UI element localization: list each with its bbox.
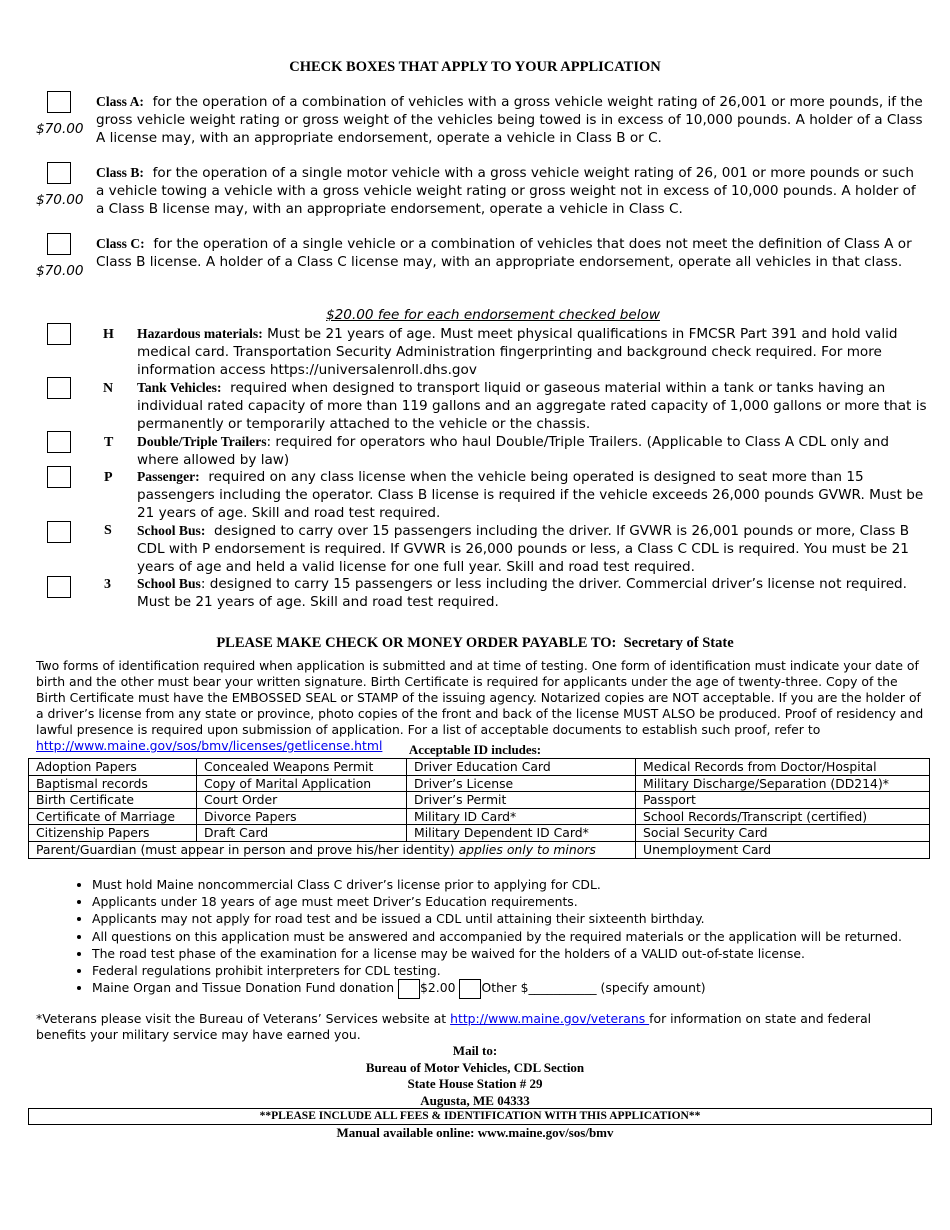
endorsement-p-letter: P (104, 470, 113, 485)
identification-paragraph (36, 658, 924, 754)
class-b-checkbox[interactable] (47, 162, 71, 184)
table-cell: Driver’s Permit (407, 792, 636, 809)
fees-notice: **PLEASE INCLUDE ALL FEES & IDENTIFICATION WITH THIS APPLICATION** (28, 1108, 932, 1125)
table-row (29, 841, 930, 858)
endorsement-n-text (137, 379, 927, 433)
page-title: CHECK BOXES THAT APPLY TO YOUR APPLICATION (289, 59, 661, 75)
table-cell: Driver Education Card (407, 759, 636, 776)
endorsement-t-checkbox[interactable] (47, 431, 71, 453)
endorsement-3-name: School Bus (137, 576, 201, 591)
mail-line-3: Augusta, ME 04333 (420, 1092, 530, 1108)
endorsement-p-text (137, 468, 927, 522)
parent-guardian-text: Parent/Guardian (must appear in person and prove his/her identity) (36, 841, 455, 857)
veterans-paragraph (36, 1011, 924, 1043)
table-cell: Concealed Weapons Permit (197, 759, 407, 776)
endorsement-h-text (137, 325, 927, 379)
table-cell: Citizenship Papers (29, 825, 197, 842)
table-cell: Passport (636, 792, 930, 809)
table-cell: Driver’s License (407, 775, 636, 792)
table-cell: Baptismal records (29, 775, 197, 792)
endorsement-s-desc: designed to carry over 15 passengers including the driver. If GVWR is 26,001 pounds or more, Class B CDL with P endorsement is required. If GVWR is 26,000 pounds or less, a Class C CDL is required. You must be 21 years of age and held a valid license for one full year. Skill and road test required. (137, 523, 910, 575)
endorsement-n-letter: N (103, 381, 114, 396)
table-cell: Unemployment Card (636, 841, 930, 858)
table-cell: Copy of Marital Application (197, 775, 407, 792)
endorsement-t-text (137, 433, 927, 469)
minors-note: applies only to minors (458, 841, 596, 857)
class-a-label: Class A: (96, 94, 144, 109)
class-a-description (96, 93, 926, 147)
payment-label: PLEASE MAKE CHECK OR MONEY ORDER PAYABLE TO: (216, 635, 617, 651)
table-cell: Divorce Papers (197, 808, 407, 825)
class-b-label: Class B: (96, 165, 144, 180)
donation-2-checkbox[interactable] (398, 979, 420, 999)
endorsement-p-name: Passenger: (137, 469, 200, 484)
class-a-price: $70.00 (36, 121, 84, 137)
list-item: • Federal regulations prohibit interpreters for CDL testing. (92, 962, 902, 979)
endorsement-n-checkbox[interactable] (47, 377, 71, 399)
donation-other-label: Other $___________ (specify amount) (481, 980, 706, 996)
endorsement-3-letter: 3 (104, 577, 111, 592)
endorsement-fee-note: $20.00 fee for each endorsement checked below (326, 307, 660, 323)
table-cell: Court Order (197, 792, 407, 809)
table-cell: Certificate of Marriage (29, 808, 197, 825)
manual-note: Manual available online: www.maine.gov/sos/bmv (336, 1125, 614, 1140)
veterans-text-after: for information on state and federal benefits your military service may have earned you. (36, 1011, 872, 1042)
identification-text: Two forms of identification required when application is submitted and at time of testing. One form of identification must indicate your date of birth and the other must bear your written signature. Birth Certificate is required for applicants under the age of twenty-three. Copy of the Birth Certificate must have the EMBOSSED SEAL or STAMP of the issuing agency. Notarized copies are NOT acceptable. If you are the holder of a driver’s license from any state or province, photo copies of the front and back of the license MUST ALSO be produced. Proof of residency and lawful presence is required upon submission of application. For a list of acceptable documents to establish such proof, refer to (36, 658, 924, 737)
requirements-list (62, 876, 902, 996)
table-row (29, 775, 930, 792)
table-cell: Military ID Card* (407, 808, 636, 825)
class-c-label: Class C: (96, 236, 145, 251)
class-c-checkbox[interactable] (47, 233, 71, 255)
endorsement-s-text (137, 522, 927, 576)
endorsement-t-letter: T (104, 435, 114, 450)
getlicense-link[interactable]: http://www.maine.gov/sos/bmv/licenses/getlicense.html (36, 738, 383, 753)
class-c-text: for the operation of a single vehicle or a combination of vehicles that does not meet the definition of Class A or Class B license. A holder of a Class C license may, with an appropriate endorsement, operate all vehicles in that class. (96, 236, 912, 270)
table-cell-parent-guardian (29, 841, 636, 858)
endorsement-n-name: Tank Vehicles: (137, 380, 222, 395)
veterans-text: *Veterans please visit the Bureau of Veterans’ Services website at (36, 1011, 451, 1026)
table-row (29, 808, 930, 825)
table-row (29, 792, 930, 809)
endorsement-h-desc: Must be 21 years of age. Must meet physical qualifications in FMCSR Part 391 and hold valid medical card. Transportation Security Administration fingerprinting and background check required. For more information access https://universalenroll.dhs.gov (137, 326, 898, 378)
table-cell: Military Discharge/Separation (DD214)* (636, 775, 930, 792)
acceptable-id-table (28, 758, 930, 859)
table-row (29, 825, 930, 842)
list-item: • Applicants may not apply for road test and be issued a CDL until attaining their sixteenth birthday. (92, 910, 902, 927)
endorsement-p-checkbox[interactable] (47, 466, 71, 488)
mail-line-1: Bureau of Motor Vehicles, CDL Section (365, 1059, 585, 1075)
table-row (29, 759, 930, 776)
id-table-title: Acceptable ID includes: (408, 742, 542, 757)
class-b-price: $70.00 (36, 192, 84, 208)
donation-label: Maine Organ and Tissue Donation Fund donation (92, 980, 395, 996)
endorsement-t-name: Double/Triple Trailers (137, 434, 267, 449)
mail-line-2: State House Station # 29 (407, 1076, 543, 1091)
veterans-link[interactable]: http://www.maine.gov/veterans (450, 1011, 650, 1026)
mail-to-block (0, 1043, 950, 1109)
endorsement-s-letter: S (104, 523, 112, 538)
class-c-description (96, 235, 926, 271)
class-b-description (96, 164, 926, 218)
payment-instruction (0, 635, 950, 652)
class-a-text: for the operation of a combination of vehicles with a gross vehicle weight rating of 26,001 or more pounds, if the gross vehicle weight rating or gross weight of the vehicles being towed is in excess of 10,000 pounds. A holder of a Class A license may, with an appropriate endorsement, operate a vehicle in Class B or C. (96, 94, 923, 146)
donation-other-checkbox[interactable] (459, 979, 481, 999)
donation-amount: $2.00 (420, 980, 456, 996)
list-item: • The road test phase of the examination for a license may be waived for the holders of a VALID out-of-state license. (92, 945, 902, 962)
list-item: • Applicants under 18 years of age must meet Driver’s Education requirements. (92, 893, 902, 910)
table-cell: Adoption Papers (29, 759, 197, 776)
endorsement-h-letter: H (103, 327, 114, 342)
table-cell: Social Security Card (636, 825, 930, 842)
endorsement-p-desc: required on any class license when the vehicle being operated is designed to seat more than 15 passengers including the operator. Class B license is required if the vehicle exceeds 26,000 pounds GVWR. Must be 21 years of age. Skill and road test required. (137, 469, 924, 521)
endorsement-s-name: School Bus: (137, 523, 206, 538)
table-cell: School Records/Transcript (certified) (636, 808, 930, 825)
class-a-checkbox[interactable] (47, 91, 71, 113)
payment-payee: Secretary of State (623, 635, 734, 651)
table-cell: Military Dependent ID Card* (407, 825, 636, 842)
class-b-text: for the operation of a single motor vehicle with a gross vehicle weight rating of 26, 001 or more pounds or such a vehicle towing a vehicle with a gross vehicle weight rating or gross weight not in excess of 10,000 pounds. A holder of a Class B license may, with an appropriate endorsement, operate a vehicle in Class C. (96, 165, 916, 217)
table-cell: Birth Certificate (29, 792, 197, 809)
list-item: • Must hold Maine noncommercial Class C driver’s license prior to applying for CDL. (92, 876, 902, 893)
endorsement-3-text (137, 575, 927, 611)
endorsement-3-checkbox[interactable] (47, 576, 71, 598)
class-c-price: $70.00 (36, 263, 84, 279)
endorsement-n-desc: required when designed to transport liquid or gaseous material within a tank or tanks having an individual rated capacity of more than 119 gallons and an aggregate rated capacity of 1,000 gallons or more that is permanently or temporarily attached to the vehicle or the chassis. (137, 380, 927, 432)
donation-item (92, 979, 902, 996)
list-item: • All questions on this application must be answered and accompanied by the required materials or the application will be returned. (92, 928, 902, 945)
table-cell: Draft Card (197, 825, 407, 842)
endorsement-h-name: Hazardous materials: (137, 326, 263, 341)
endorsement-t-desc: : required for operators who haul Double/Triple Trailers. (Applicable to Class A CDL only and where allowed by law) (137, 434, 890, 468)
table-cell: Medical Records from Doctor/Hospital (636, 759, 930, 776)
endorsement-s-checkbox[interactable] (47, 521, 71, 543)
mail-label: Mail to: (452, 1043, 498, 1058)
endorsement-3-desc: : designed to carry 15 passengers or less including the driver. Commercial driver’s license not required. Must be 21 years of age. Skill and road test required. (137, 576, 908, 610)
endorsement-h-checkbox[interactable] (47, 323, 71, 345)
